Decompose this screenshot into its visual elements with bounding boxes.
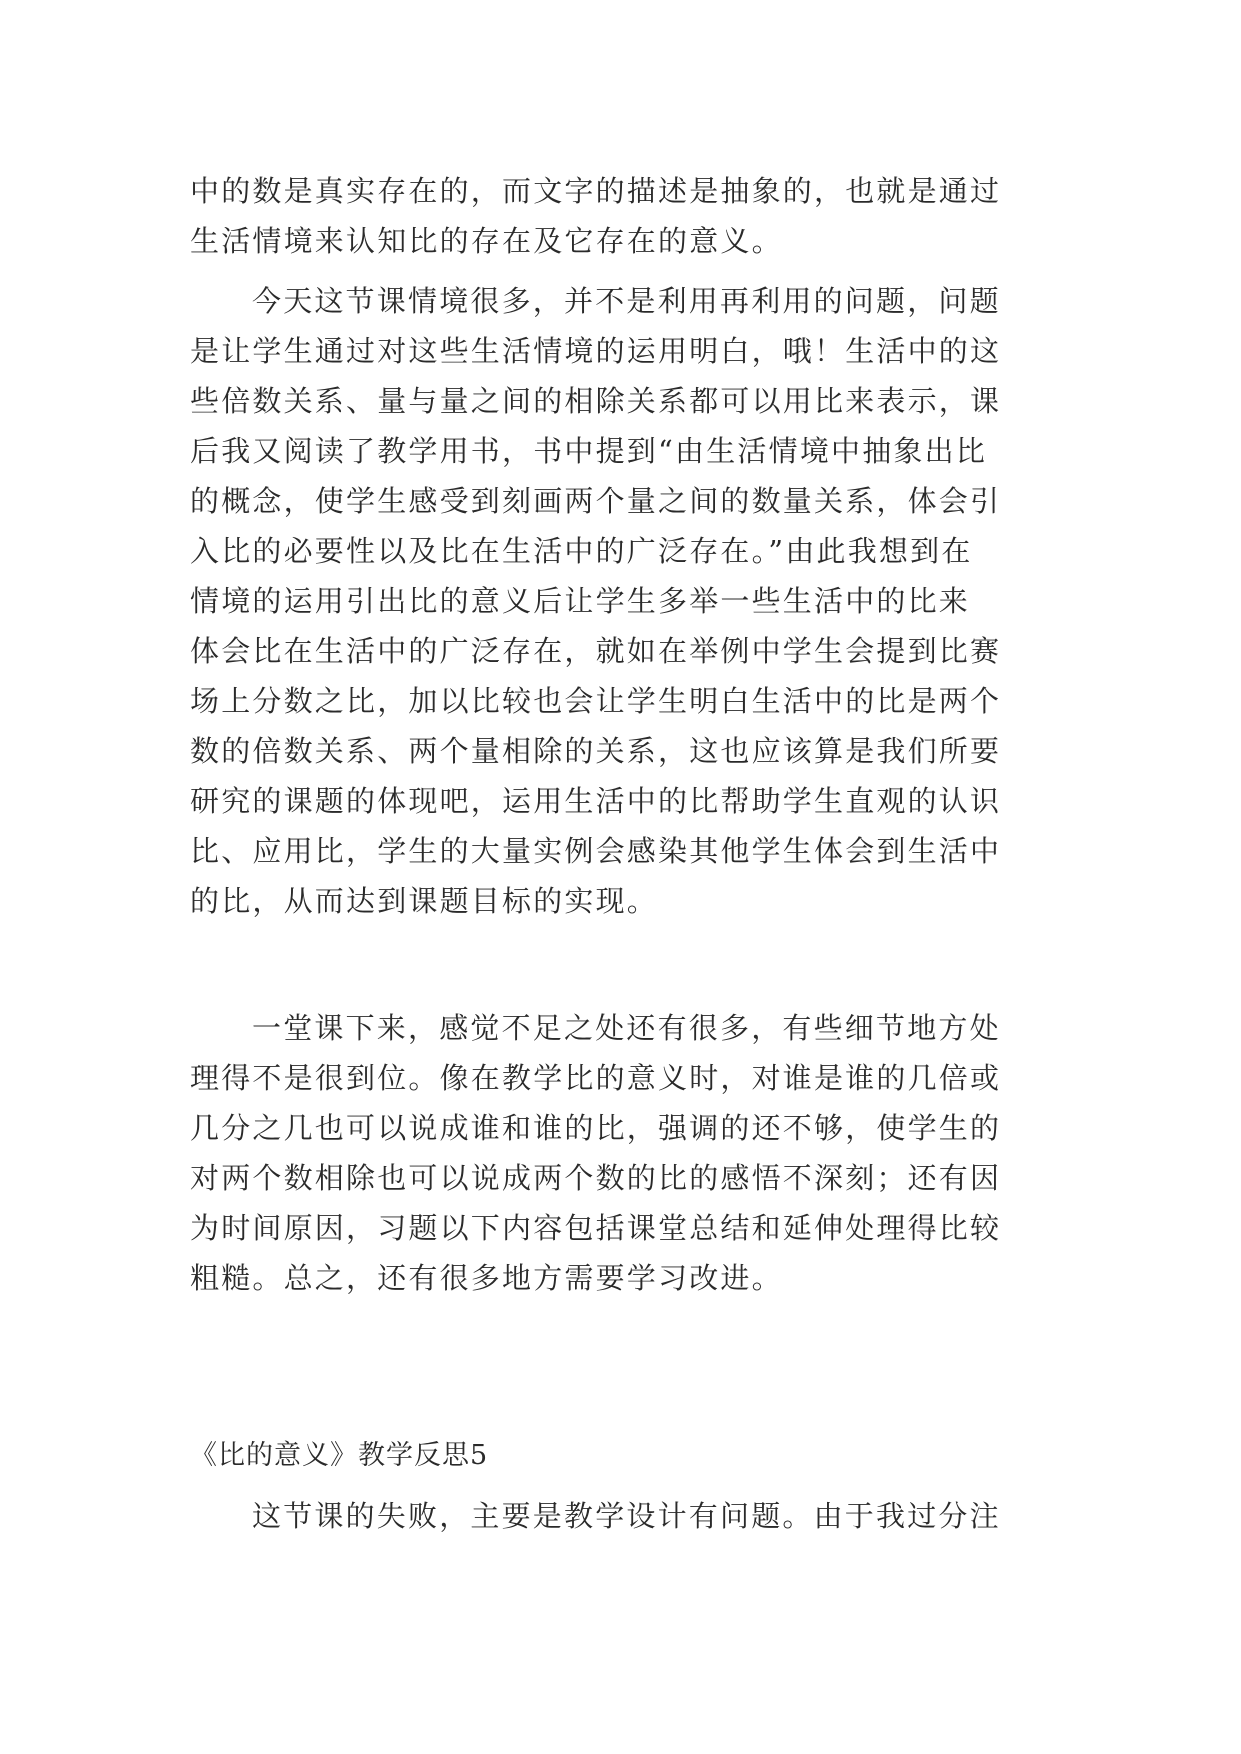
paragraph-line: 数的倍数关系、两个量相除的关系，这也应该算是我们所要 <box>190 734 1002 768</box>
paragraph-4 <box>190 1491 1050 1541</box>
paragraph-1 <box>190 166 1050 266</box>
paragraph-line: 对两个数相除也可以说成两个数的比的感悟不深刻；还有因 <box>190 1161 1002 1195</box>
paragraph-line: 中的数是真实存在的，而文字的描述是抽象的，也就是通过 <box>190 174 1002 208</box>
paragraph-line: 粗糙。总之，还有很多地方需要学习改进。 <box>190 1261 783 1295</box>
paragraph-line: 场上分数之比，加以比较也会让学生明白生活中的比是两个 <box>190 684 1002 718</box>
paragraph-line: 情境的运用引出比的意义后让学生多举一些生活中的比来 <box>190 584 971 618</box>
paragraph-line: 入比的必要性以及比在生活中的广泛存在。”由此我想到在 <box>190 534 973 568</box>
paragraph-line: 体会比在生活中的广泛存在，就如在举例中学生会提到比赛 <box>190 634 1002 668</box>
paragraph-line: 今天这节课情境很多，并不是利用再利用的问题，问题 <box>252 284 1001 318</box>
paragraph-line: 理得不是很到位。像在教学比的意义时，对谁是谁的几倍或 <box>190 1061 1002 1095</box>
paragraph-3 <box>190 1003 1050 1303</box>
paragraph-line: 研究的课题的体现吧，运用生活中的比帮助学生直观的认识 <box>190 784 1002 818</box>
paragraph-line: 一堂课下来，感觉不足之处还有很多，有些细节地方处 <box>252 1011 1001 1045</box>
paragraph-2 <box>190 276 1050 926</box>
paragraph-line: 比、应用比，学生的大量实例会感染其他学生体会到生活中 <box>190 834 1002 868</box>
paragraph-line: 的比，从而达到课题目标的实现。 <box>190 884 659 918</box>
paragraph-line: 是让学生通过对这些生活情境的运用明白，哦！生活中的这 <box>190 334 1002 368</box>
paragraph-line: 的概念，使学生感受到刻画两个量之间的数量关系，体会引 <box>190 484 1002 518</box>
paragraph-line: 生活情境来认知比的存在及它存在的意义。 <box>190 224 783 258</box>
paragraph-line: 几分之几也可以说成谁和谁的比，强调的还不够，使学生的 <box>190 1111 1002 1145</box>
paragraph-line: 些倍数关系、量与量之间的相除关系都可以用比来表示，课 <box>190 384 1002 418</box>
paragraph-line: 这节课的失败，主要是教学设计有问题。由于我过分注 <box>252 1499 1001 1533</box>
paragraph-line: 后我又阅读了教学用书，书中提到“由生活情境中抽象出比 <box>190 434 988 468</box>
paragraph-line: 为时间原因，习题以下内容包括课堂总结和延伸处理得比较 <box>190 1211 1002 1245</box>
section-heading: 《比的意义》教学反思5 <box>190 1440 489 1471</box>
